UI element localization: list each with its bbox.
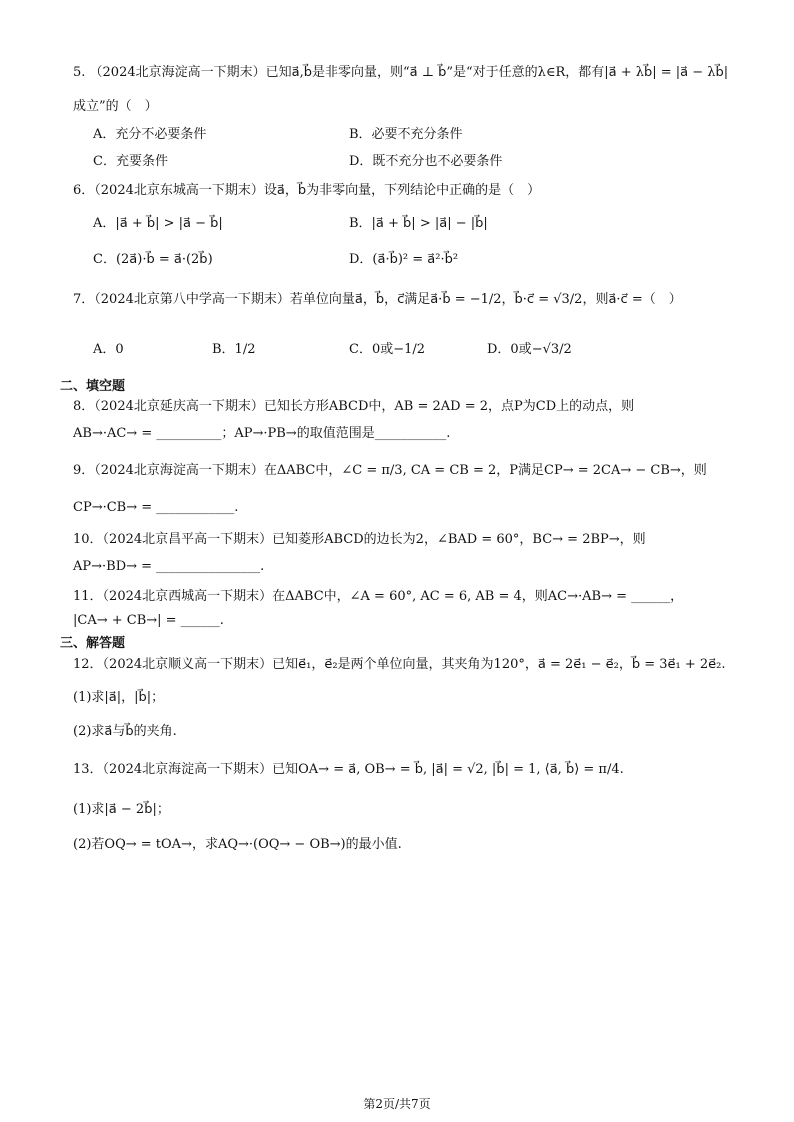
section-answer-heading: 三、解答题: [60, 636, 126, 651]
q8-line2: AB→·AC→ = __________；AP→·PB→的取值范围是___________.: [73, 426, 451, 441]
q8-line1: 8．（2024北京延庆高一下期末）已知长方形ABCD中，AB = 2AD = 2，点P为CD上的动点，则: [73, 399, 635, 414]
q5-option-d: D．既不充分也不必要条件: [349, 154, 503, 169]
q12-part1: (1)求|a⃗|，|b⃗|；: [73, 690, 165, 705]
q5-option-b: B．必要不充分条件: [349, 127, 463, 142]
q10-line2: AP→·BD→ = ________________.: [73, 559, 265, 574]
page-number-footer: 第2页/共7页: [363, 1097, 431, 1111]
q6-stem: 6．（2024北京东城高一下期末）设a⃗，b⃗为非零向量，下列结论中正确的是（ ）: [73, 183, 541, 198]
section-fill-blank-heading: 二、填空题: [60, 379, 126, 394]
q6-option-d: D．(a⃗·b⃗)² = a⃗²·b⃗²: [349, 252, 459, 267]
q7-option-a: A．0: [93, 342, 124, 357]
q10-line1: 10．（2024北京昌平高一下期末）已知菱形ABCD的边长为2，∠BAD = 60°，BC→ = 2BP→，则: [73, 532, 646, 547]
q7-stem: 7．（2024北京第八中学高一下期末）若单位向量a⃗，b⃗，c⃗满足a⃗·b⃗ = −1/2，b⃗·c⃗ = √3/2，则a⃗·c⃗ =（ ）: [73, 292, 682, 307]
q7-option-d: D．0或−√3/2: [487, 342, 572, 357]
q6-option-a: A．|a⃗ + b⃗| > |a⃗ − b⃗|: [93, 216, 223, 231]
q11-line2: |CA→ + CB→| = ______.: [73, 613, 224, 628]
q13-line1: 13．（2024北京海淀高一下期末）已知OA→ = a⃗, OB→ = b⃗, |a⃗| = √2, |b⃗| = 1, ⟨a⃗, b⃗⟩ = π/4.: [73, 762, 624, 777]
q12-line1: 12．（2024北京顺义高一下期末）已知e⃗₁，e⃗₂是两个单位向量，其夹角为120°，a⃗ = 2e⃗₁ − e⃗₂，b⃗ = 3e⃗₁ + 2e⃗₂.: [73, 657, 726, 672]
q7-option-b: B．1/2: [212, 342, 256, 357]
q6-option-b: B．|a⃗ + b⃗| > |a⃗| − |b⃗|: [349, 216, 488, 231]
q7-option-c: C．0或−1/2: [349, 342, 426, 357]
q9-line1: 9．（2024北京海淀高一下期末）在ΔABC中，∠C = π/3, CA = CB = 2，P满足CP→ = 2CA→ − CB→，则: [73, 463, 707, 478]
q6-option-c: C．(2a⃗)·b⃗ = a⃗·(2b⃗): [93, 252, 213, 267]
q5-line2: 成立”的（ ）: [73, 99, 158, 114]
q13-part1: (1)求|a⃗ − 2b⃗|；: [73, 802, 170, 817]
q13-part2: (2)若OQ→ = tOA→，求AQ→·(OQ→ − OB→)的最小值.: [73, 837, 402, 852]
q12-part2: (2)求a⃗与b⃗的夹角.: [73, 724, 177, 739]
q5-option-c: C．充要条件: [93, 154, 168, 169]
q5-option-a: A．充分不必要条件: [93, 127, 207, 142]
q11-line1: 11．（2024北京西城高一下期末）在ΔABC中，∠A = 60°, AC = 6, AB = 4，则AC→·AB→ = ______，: [73, 589, 684, 604]
q5-line1: 5. （2024北京海淀高一下期末）已知a⃗,b⃗是非零向量，则“a⃗ ⊥ b⃗”是“对于任意的λ∈R，都有|a⃗ + λb⃗| = |a⃗ − λb⃗|: [73, 65, 729, 80]
q9-line2: CP→·CB→ = ____________.: [73, 500, 239, 515]
